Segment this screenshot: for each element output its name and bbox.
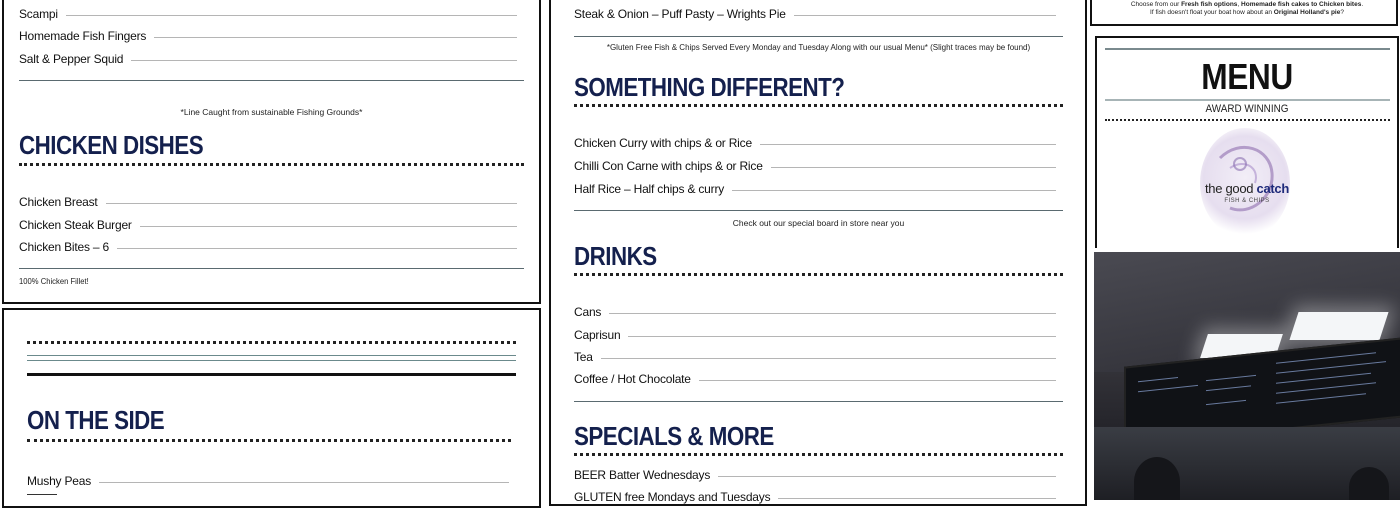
list-item [574,328,1056,342]
leader-line [732,190,1056,191]
item-label: GLUTEN free Mondays and Tuesdays [574,490,771,504]
person-silhouette [1349,467,1389,500]
item-label: Scampi [19,7,58,21]
ceiling-light [1289,312,1388,340]
list-item [574,490,1056,504]
list-item [19,195,517,209]
gluten-note: *Gluten Free Fish & Chips Served Every Monday and Tuesday Along with our usual Menu* (Slight traces may be found) [606,43,1031,52]
logo-subtitle: FISH & CHIPS [1224,198,1270,204]
list-item [574,350,1056,364]
list-item [27,474,509,488]
list-item [574,136,1056,150]
leader-line [778,498,1056,499]
item-label: Coffee / Hot Chocolate [574,372,691,386]
leader-line [718,476,1056,477]
list-item [19,29,517,43]
title-rule [1105,99,1390,101]
award-label: AWARD WINNING [1205,103,1289,115]
list-item [19,218,517,232]
thick-rule [27,373,516,376]
leader-line [66,15,517,16]
leader-line [106,203,517,204]
item-label: Chilli Con Carne with chips & or Rice [574,159,763,173]
list-item [574,159,1056,173]
section-heading-drinks: DRINKS [574,241,657,271]
leader-line [760,144,1056,145]
section-heading-sides: ON THE SIDE [27,405,165,435]
leader-line [628,336,1056,337]
dotted-divider [27,341,516,344]
leader-line [117,248,517,249]
item-label: Mushy Peas [27,474,92,488]
item-label: Cans [574,305,602,319]
person-silhouette [1134,457,1180,500]
section-heading-chicken: CHICKEN DISHES [19,130,204,160]
list-item [574,182,1056,196]
item-label: Steak & Onion – Puff Pasty – Wrights Pie [574,7,786,21]
item-label: Chicken Bites – 6 [19,240,109,254]
item-label: BEER Batter Wednesdays [574,468,711,482]
list-item [19,7,517,21]
fish-note: *Line Caught from sustainable Fishing Grounds* [180,107,363,117]
dotted-divider [1105,119,1390,121]
dotted-divider [19,163,524,166]
item-label: Half Rice – Half chips & curry [574,182,725,196]
item-label: Homemade Fish Fingers [19,29,147,43]
item-label: Salt & Pepper Squid [19,52,124,66]
section-rule [574,401,1063,402]
list-item [19,52,517,66]
item-label: Caprisun [574,328,621,342]
leader-line [601,358,1056,359]
section-rule [19,80,524,81]
item-label: Chicken Steak Burger [19,218,132,232]
dotted-divider [27,439,511,442]
list-item [574,372,1056,386]
leader-line [771,167,1056,168]
list-item [574,7,1056,21]
item-label: Chicken Curry with chips & or Rice [574,136,752,150]
list-item [574,305,1056,319]
leader-line [699,380,1056,381]
dotted-divider [574,453,1063,456]
section-rule [19,268,524,269]
double-rule [27,355,516,361]
leader-line [131,60,517,61]
chicken-note: 100% Chicken Fillet! [19,276,89,286]
list-item [574,468,1056,482]
top-rule [1105,48,1390,50]
leader-line [609,313,1056,314]
section-rule [574,36,1063,37]
dotted-divider [574,273,1063,276]
section-heading-specials: SPECIALS & MORE [574,421,774,451]
intro-blurb-line-2: If fish doesn't float your boat how about an Original Holland's pie? [1150,9,1344,16]
intro-blurb-line-1: Choose from our Fresh fish options, Homemade fish cakes to Chicken bites. [1130,1,1364,8]
blurb-frame [1090,0,1398,26]
menu-title: MENU [1201,56,1293,97]
dotted-divider [574,104,1063,107]
list-item [19,240,517,254]
leader-line [99,482,509,483]
item-label: Chicken Breast [19,195,98,209]
logo-wordmark: the good catch [1205,181,1289,196]
section-rule [574,210,1063,211]
section-heading-something-different: SOMETHING DIFFERENT? [574,72,845,102]
item-label: Tea [574,350,593,364]
shop-interior-photo [1094,252,1400,500]
leader-line [154,37,517,38]
leader-line [794,15,1056,16]
special-board-note: Check out our special board in store near you [732,218,905,228]
leader-line [140,226,517,227]
